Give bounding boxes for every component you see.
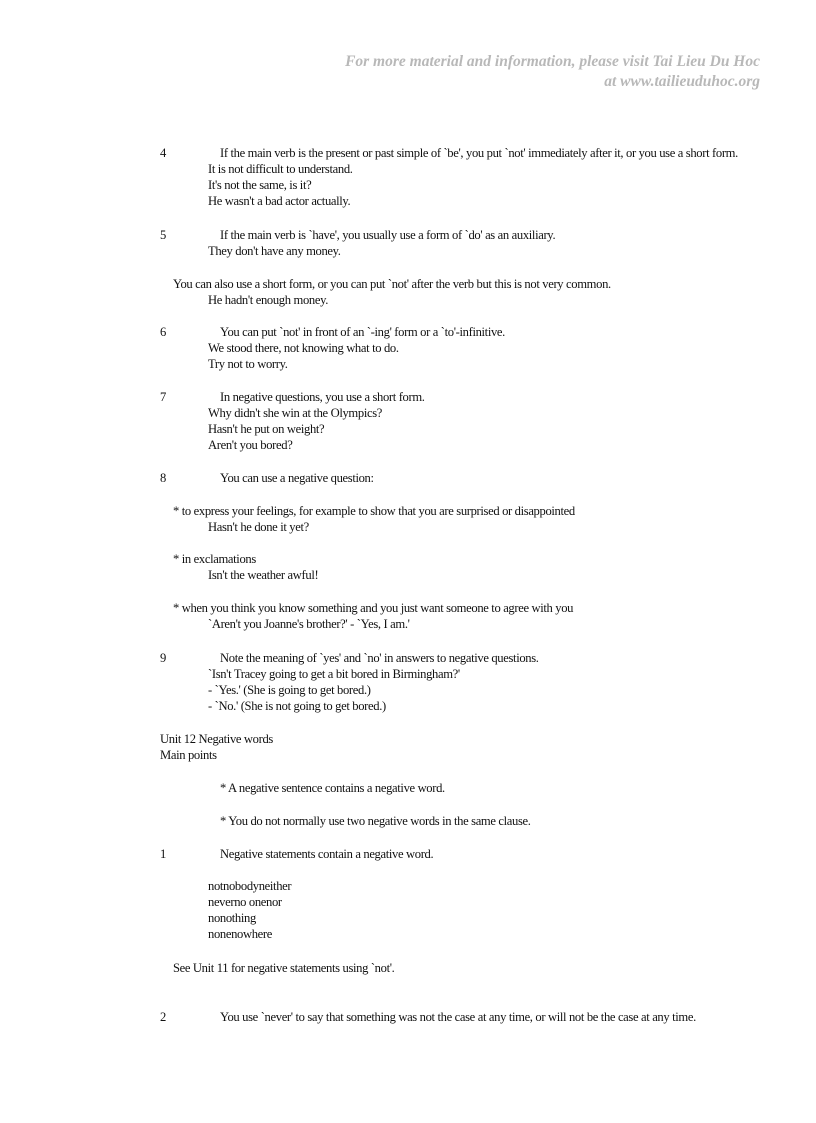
word-list-row: nonenowhere — [208, 927, 272, 941]
section-heading: If the main verb is the present or past simple of `be', you put `not' immediately after it, or you use a short form. — [220, 146, 738, 160]
section-number: 6 — [160, 325, 166, 339]
unit-title: Unit 12 Negative words — [160, 732, 273, 746]
bullet-line: * to express your feelings, for example to show that you are surprised or disappointed — [173, 504, 575, 518]
example-line: He wasn't a bad actor actually. — [208, 194, 351, 208]
section-number: 8 — [160, 471, 166, 485]
example-line: Why didn't she win at the Olympics? — [208, 406, 382, 420]
word-list-row: neverno onenor — [208, 895, 282, 909]
section-heading: Note the meaning of `yes' and `no' in answers to negative questions. — [220, 651, 539, 665]
main-points-heading: Main points — [160, 748, 217, 762]
example-line: Hasn't he put on weight? — [208, 422, 325, 436]
watermark-line-1: For more material and information, please visit Tai Lieu Du Hoc — [345, 53, 760, 70]
watermark — [345, 52, 760, 92]
section-number: 7 — [160, 390, 166, 404]
example-line: `Isn't Tracey going to get a bit bored in Birmingham?' — [208, 667, 460, 681]
main-point: * You do not normally use two negative words in the same clause. — [220, 814, 531, 828]
section-heading: In negative questions, you use a short form. — [220, 390, 425, 404]
section-heading: You can put `not' in front of an `-ing' form or a `to'-infinitive. — [220, 325, 505, 339]
section-heading: You use `never' to say that something was not the case at any time, or will not be the case at any time. — [220, 1010, 696, 1024]
example-line: - `No.' (She is not going to get bored.) — [208, 699, 386, 713]
cross-reference: See Unit 11 for negative statements using `not'. — [173, 961, 395, 975]
section-heading: If the main verb is `have', you usually use a form of `do' as an auxiliary. — [220, 228, 556, 242]
section-heading: Negative statements contain a negative word. — [220, 847, 434, 861]
example-line: They don't have any money. — [208, 244, 341, 258]
example-line: Try not to worry. — [208, 357, 288, 371]
watermark-line-2: at www.tailieuduhoc.org — [604, 73, 760, 90]
section-number: 5 — [160, 228, 166, 242]
section-heading: You can use a negative question: — [220, 471, 374, 485]
bullet-line: * in exclamations — [173, 552, 256, 566]
bullet-line: * when you think you know something and you just want someone to agree with you — [173, 601, 574, 615]
main-point: * A negative sentence contains a negative word. — [220, 781, 445, 795]
example-line: It is not difficult to understand. — [208, 162, 353, 176]
example-line: We stood there, not knowing what to do. — [208, 341, 399, 355]
section-number: 4 — [160, 146, 166, 160]
section-number: 2 — [160, 1010, 166, 1024]
example-line: It's not the same, is it? — [208, 178, 312, 192]
example-line: He hadn't enough money. — [208, 293, 329, 307]
section-number: 1 — [160, 847, 166, 861]
example-line: Hasn't he done it yet? — [208, 520, 309, 534]
word-list-row: notnobodyneither — [208, 879, 292, 893]
section-number: 9 — [160, 651, 166, 665]
example-line: `Aren't you Joanne's brother?' - `Yes, I am.' — [208, 617, 410, 631]
word-list-row: nonothing — [208, 911, 256, 925]
note-line: You can also use a short form, or you can put `not' after the verb but this is not very common. — [173, 277, 611, 291]
example-line: - `Yes.' (She is going to get bored.) — [208, 683, 371, 697]
example-line: Isn't the weather awful! — [208, 568, 319, 582]
example-line: Aren't you bored? — [208, 438, 293, 452]
